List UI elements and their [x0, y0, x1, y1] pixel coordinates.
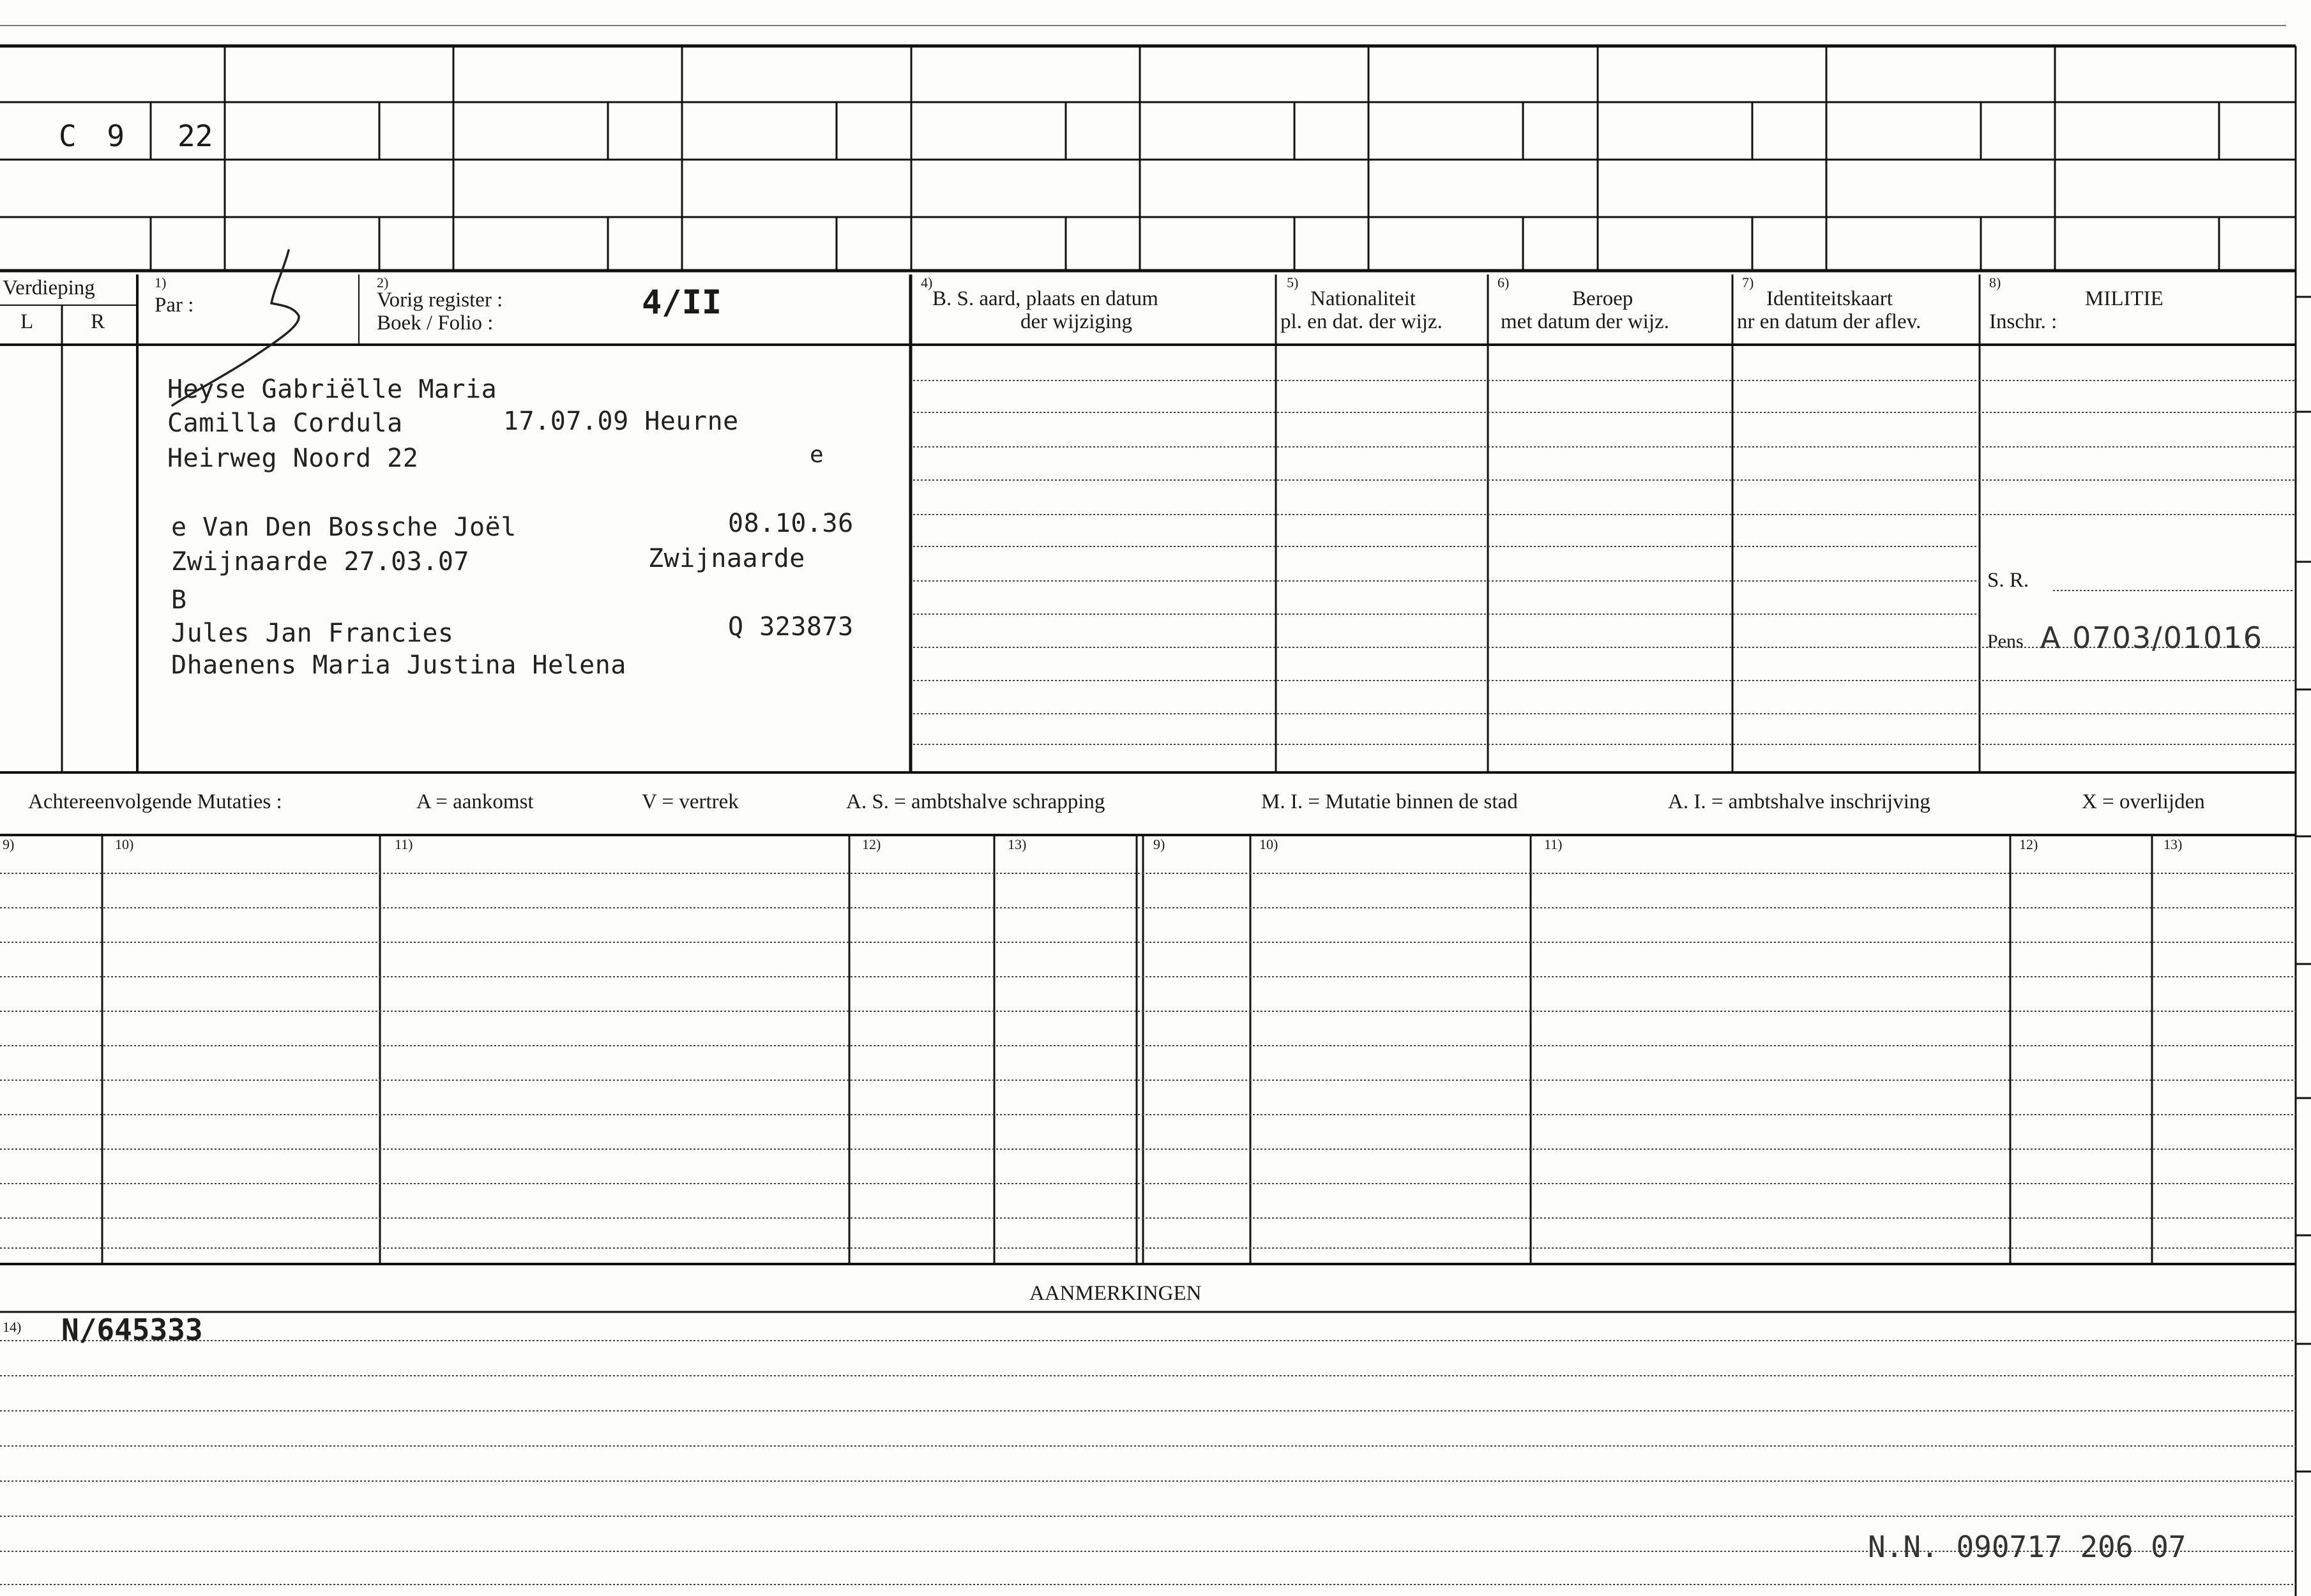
legend-aankomst: A = aankomst [416, 790, 534, 813]
vorig-register-label: Vorig register : [377, 289, 503, 312]
block-code: C 9 [59, 119, 132, 153]
mut-left-10: 10) [115, 836, 134, 852]
register-value: 4/II [642, 283, 722, 322]
verdieping-l: L [20, 310, 34, 333]
remarks-stamp: N/645333 [61, 1313, 203, 1347]
mut-right-10: 10) [1259, 836, 1278, 852]
col6-title: Beroep [1572, 287, 1633, 310]
col6-subtitle: met datum der wijz. [1501, 310, 1669, 333]
marriage-date: 08.10.36 [728, 509, 854, 538]
par-label: Par : [155, 294, 194, 317]
mut-right-9: 9) [1153, 836, 1165, 852]
col8-number: 8) [1989, 275, 2001, 290]
mut-right-13: 13) [2163, 836, 2183, 852]
col4-subtitle: der wijziging [1020, 310, 1133, 333]
col7-number: 7) [1742, 275, 1754, 290]
remarks-title: AANMERKINGEN [1029, 1282, 1202, 1305]
block-number: 22 [178, 119, 213, 153]
militie-label: MILITIE [2085, 287, 2163, 310]
col7-subtitle: nr en datum der aflev. [1737, 310, 1921, 333]
col1-number: 1) [155, 275, 167, 290]
col6-number: 6) [1497, 275, 1510, 290]
marriage-place: Zwijnaarde [648, 544, 805, 573]
col4-number: 4) [921, 275, 933, 290]
verdieping-label: Verdieping [3, 276, 95, 299]
person-forenames: Camilla Cordula [167, 409, 403, 438]
col5-title: Nationaliteit [1310, 287, 1416, 310]
boek-folio-label: Boek / Folio : [377, 312, 494, 335]
person-birth: 17.07.09 Heurne [503, 407, 739, 436]
col5-number: 5) [1287, 275, 1299, 290]
col5-subtitle: pl. en dat. der wijz. [1280, 310, 1443, 333]
line-b: B [171, 585, 187, 615]
col4-title: B. S. aard, plaats en datum [932, 287, 1158, 310]
col2-number: 2) [377, 275, 389, 290]
mut-left-12: 12) [862, 836, 881, 852]
verdieping-r: R [91, 310, 105, 333]
mut-left-11: 11) [395, 836, 413, 852]
spouse-birth: Zwijnaarde 27.03.07 [171, 547, 470, 576]
person-name: Heyse Gabriëlle Maria [167, 375, 497, 404]
mut-right-12: 12) [2019, 836, 2038, 852]
legend-overlijden: X = overlijden [2082, 790, 2205, 813]
pens-value: A 0703/01016 [2040, 621, 2263, 655]
mut-right-11: 11) [1544, 836, 1563, 852]
legend-schrapping: A. S. = ambtshalve schrapping [846, 790, 1105, 813]
father-name: Jules Jan Francies [171, 619, 454, 648]
national-number: N.N. 090717 206 07 [1868, 1530, 2186, 1564]
legend-title: Achtereenvolgende Mutaties : [28, 790, 282, 813]
identity-number: Q 323873 [728, 612, 854, 642]
mut-left-9: 9) [3, 836, 15, 852]
col7-title: Identiteitskaart [1766, 287, 1893, 310]
spouse-name: e Van Den Bossche Joël [171, 513, 517, 542]
person-mark: e [810, 442, 824, 468]
person-address: Heirweg Noord 22 [167, 444, 419, 473]
inschr-label: Inschr. : [1989, 310, 2057, 333]
remarks-number: 14) [3, 1319, 22, 1335]
legend-inschrijving: A. I. = ambtshalve inschrijving [1668, 790, 1930, 813]
legend-vertrek: V = vertrek [642, 790, 739, 813]
mother-name: Dhaenens Maria Justina Helena [171, 651, 626, 680]
legend-mutatie: M. I. = Mutatie binnen de stad [1261, 790, 1518, 813]
mut-left-13: 13) [1008, 836, 1027, 852]
pens-label: Pens [1987, 631, 2024, 652]
sr-label: S. R. [1987, 569, 2029, 592]
